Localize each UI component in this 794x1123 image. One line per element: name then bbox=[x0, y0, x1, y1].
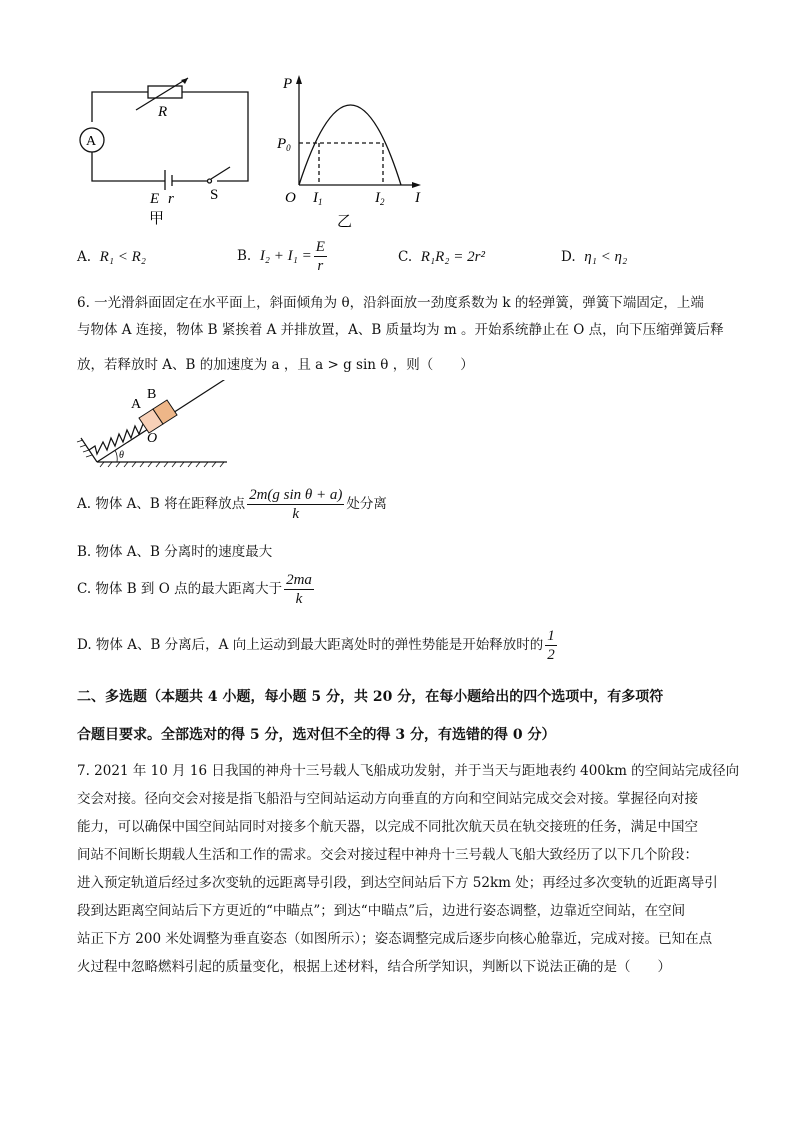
q6-option-b: B. 物体 A、B 分离时的速度最大 bbox=[77, 544, 273, 560]
q7-line: 火过程中忽略燃料引起的质量变化，根据上述材料，结合所学知识，判断以下说法正确的是（ ） bbox=[77, 959, 671, 975]
point-o-label: O bbox=[147, 431, 158, 446]
block-b-label: B bbox=[147, 387, 157, 402]
ammeter-label: A bbox=[86, 134, 97, 149]
q7-line: 能力，可以确保中国空间站同时对接多个航天器，以完成不同批次航天员在轨交接班的任务，满足中国空 bbox=[77, 819, 698, 835]
q7-line: 7. 2021 年 10 月 16 日我国的神舟十三号载人飞船成功发射，并于当天与距地表约 400km 的空间站完成径向 bbox=[77, 763, 740, 779]
q6-option-a: A. 物体 A、B 将在距释放点 $\frac{\text{2m(g sin θ + a)}}{k}$ 处分离 bbox=[77, 487, 387, 522]
x-axis-label: I bbox=[415, 190, 420, 206]
block-a-label: A bbox=[131, 397, 142, 412]
figure-caption-yi: 乙 bbox=[337, 214, 353, 230]
q5-option-d: D. η₁ < η₂ bbox=[561, 249, 628, 265]
q5-option-a: A. R₁ < R₂ bbox=[77, 249, 147, 265]
power-current-graph bbox=[275, 70, 435, 230]
internal-resistance-label: r bbox=[168, 191, 174, 207]
q5-option-b: B. I₂ + I₁ = $\frac{E}{r}$ bbox=[237, 239, 325, 274]
i1-label: $I_1$ bbox=[313, 190, 323, 207]
q6-stem-line-3: 放，若释放时 A、B 的加速度为 a ，且 a > g sin θ ，则（ ） bbox=[77, 357, 474, 373]
q7-line: 站正下方 200 米处调整为垂直姿态（如图所示）；姿态调整完成后逐步向核心舱靠近，完成对接。已知在点 bbox=[77, 931, 713, 947]
q6-stem-line-1: 6. 一光滑斜面固定在水平面上，斜面倾角为 θ，沿斜面放一劲度系数为 k 的轻弹簧，弹簧下端固定，上端 bbox=[77, 295, 704, 311]
incline-spring-diagram bbox=[75, 380, 235, 475]
angle-theta-label: θ bbox=[119, 450, 124, 461]
section-heading-line-2: 合题目要求。全部选对的得 5 分，选对但不全的得 3 分，有选错的得 0 分） bbox=[77, 727, 556, 743]
q7-line: 段到达距离空间站后下方更近的“中瞄点”；到达“中瞄点”后，边进行姿态调整，边靠近空间站，在空间 bbox=[77, 903, 686, 919]
q7-line: 交会对接。径向交会对接是指飞船沿与空间站运动方向垂直的方向和空间站完成交会对接。掌握径向对接 bbox=[77, 791, 698, 807]
q7-line: 进入预定轨道后经过多次变轨的远距离导引段，到达空间站后下方 52km 处；再经过多次变轨的近距离导引 bbox=[77, 875, 718, 891]
q6-option-d: D. 物体 A、B 分离后，A 向上运动到最大距离处时的弹性势能是开始释放时的 $\frac{1}{2}$ bbox=[77, 628, 555, 663]
circuit-diagram bbox=[70, 70, 270, 230]
switch-label: S bbox=[210, 187, 219, 203]
q6-option-c: C. 物体 B 到 O 点的最大距离大于 $\frac{2ma}{k}$ bbox=[77, 572, 312, 607]
i2-label: $I_2$ bbox=[375, 190, 385, 207]
q5-option-c: C. R₁R₂ = 2r² bbox=[398, 249, 485, 265]
emf-label: E bbox=[150, 191, 160, 207]
resistor-label: R bbox=[158, 104, 168, 120]
figure-caption-jia: 甲 bbox=[149, 211, 165, 227]
y-axis-label: P bbox=[283, 76, 293, 92]
section-heading-line-1: 二、多选题（本题共 4 小题，每小题 5 分，共 20 分，在每小题给出的四个选项中，有多项符 bbox=[77, 689, 664, 705]
p0-label: $P_0$ bbox=[277, 136, 291, 153]
power-curve bbox=[299, 105, 401, 185]
origin-label: O bbox=[285, 190, 296, 206]
q7-line: 间站不间断长期载人生活和工作的需求。交会对接过程中神舟十三号载人飞船大致经历了以下几个阶段： bbox=[77, 847, 698, 863]
switch bbox=[211, 167, 230, 179]
q6-stem-line-2: 与物体 A 连接，物体 B 紧挨着 A 并排放置，A、B 质量均为 m 。开始系统静止在 O 点，向下压缩弹簧后释 bbox=[77, 322, 724, 338]
